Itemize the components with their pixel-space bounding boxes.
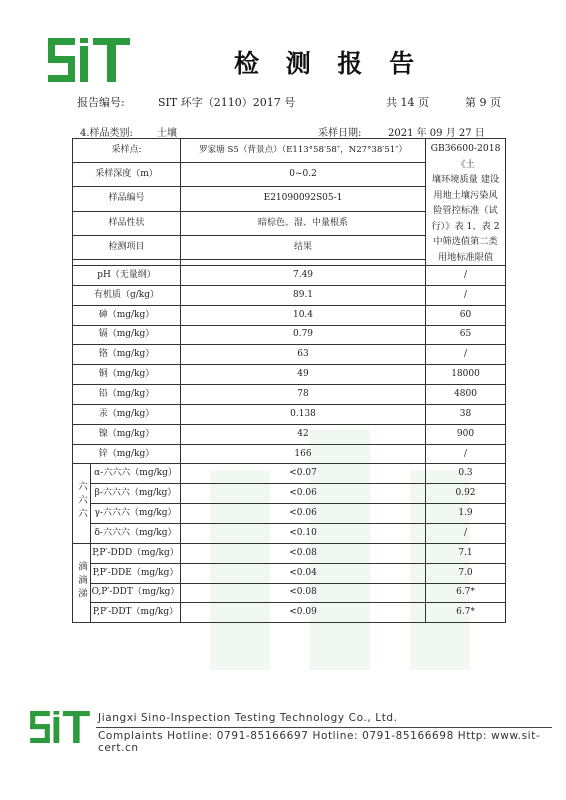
table-row [73,444,506,464]
test-item-header: 检测项目 [73,235,181,259]
table-row [73,583,506,603]
item-limit: 4800 [426,385,506,405]
item-result: 49 [181,365,426,385]
item-result: 10.4 [181,305,426,325]
item-name: 铜（mg/kg） [73,365,181,385]
item-result: 89.1 [181,285,426,305]
item-result: 7.49 [181,266,426,286]
table-row [73,563,506,583]
footer-company: Jiangxi Sino-Inspection Testing Technology Co., Ltd. [98,712,398,724]
item-name: O,P′-DDT（mg/kg） [91,583,181,603]
table-row [73,266,506,286]
item-name: 汞（mg/kg） [73,404,181,424]
item-name: 镍（mg/kg） [73,424,181,444]
item-name: pH（无量纲） [73,266,181,286]
item-limit: 6.7* [426,603,506,623]
item-name: β-六六六（mg/kg） [91,484,181,504]
table-row [73,139,506,163]
item-name: 有机质（g/kg） [73,285,181,305]
footer-sit-logo [30,711,90,743]
item-limit: / [426,444,506,464]
results-table [72,138,506,623]
sample-type-label: 4.样品类别: [80,128,133,139]
item-name: 锌（mg/kg） [73,444,181,464]
sit-logo [48,38,130,82]
item-name: 铅（mg/kg） [73,385,181,405]
table-row [73,484,506,504]
table-row [73,365,506,385]
footer-contact: Complaints Hotline: 0791-85166697 Hotline: 0791-85166698 Http: www.sit-cert.cn [98,730,541,754]
depth-label: 采样深度（m） [73,163,181,187]
sample-property-value: 暗棕色、湿、中量根系 [181,211,426,235]
item-limit: 0.92 [426,484,506,504]
item-limit: 1.9 [426,504,506,524]
sampling-point-label: 采样点: [73,139,181,163]
table-row [73,543,506,563]
limit-standard-header: GB36600-2018《土 壤环境质量 建设 用地土壤污染风 险管控标准（试 行）》表 1、表 2 中筛选值第二类 用地标准限值 [426,139,506,266]
item-name: 铬（mg/kg） [73,345,181,365]
item-name: 镉（mg/kg） [73,325,181,345]
sampling-point-value: 罗家塘 S5（背景点）（E113°58′58″，N27°38′51″） [181,139,426,163]
item-limit: 18000 [426,365,506,385]
page-current: 第 9 页 [465,96,501,109]
item-name: P,P′-DDD（mg/kg） [91,543,181,563]
item-result: <0.04 [181,563,426,583]
sample-type: 土壤 [157,128,177,139]
item-result: <0.08 [181,583,426,603]
item-limit: 7.0 [426,563,506,583]
item-result: 0.138 [181,404,426,424]
table-row [73,305,506,325]
table-row [73,385,506,405]
ddt-group-label: 滴滴涕 [73,543,91,622]
item-name: α-六六六（mg/kg） [91,464,181,484]
item-limit: 6.7* [426,583,506,603]
item-limit: 900 [426,424,506,444]
report-no-label: 报告编号: [77,96,125,109]
table-row [73,404,506,424]
depth-value: 0~0.2 [181,163,426,187]
sample-no-value: E21090092S05-1 [181,187,426,211]
item-result: <0.07 [181,464,426,484]
item-result: 42 [181,424,426,444]
item-name: 砷（mg/kg） [73,305,181,325]
table-row [73,285,506,305]
item-result: 78 [181,385,426,405]
item-limit: / [426,266,506,286]
item-limit: / [426,523,506,543]
hch-group-label: 六六六 [73,464,91,543]
item-result: <0.06 [181,484,426,504]
report-title: 检 测 报 告 [234,49,424,78]
table-row [73,464,506,484]
sample-property-label: 样品性状 [73,211,181,235]
item-limit: / [426,285,506,305]
item-limit: 0.3 [426,464,506,484]
item-result: <0.09 [181,603,426,623]
item-limit: 60 [426,305,506,325]
item-name: γ-六六六（mg/kg） [91,504,181,524]
item-limit: / [426,345,506,365]
table-row [73,523,506,543]
result-header: 结果 [181,235,426,259]
table-row [73,603,506,623]
sample-no-label: 样品编号 [73,187,181,211]
item-name: δ-六六六（mg/kg） [91,523,181,543]
table-row [73,424,506,444]
item-result: 63 [181,345,426,365]
item-result: 166 [181,444,426,464]
table-row [73,504,506,524]
item-name: P,P′-DDE（mg/kg） [91,563,181,583]
table-row [73,325,506,345]
sampling-date: 2021 年 09 月 27 日 [388,128,485,139]
item-limit: 38 [426,404,506,424]
item-limit: 7.1 [426,543,506,563]
item-limit: 65 [426,325,506,345]
sampling-date-label: 采样日期: [318,128,362,139]
table-row [73,345,506,365]
item-result: <0.06 [181,504,426,524]
pages-total: 共 14 页 [386,96,429,109]
footer-divider [96,727,552,728]
item-result: <0.08 [181,543,426,563]
report-no: SIT 环字（2110）2017 号 [158,96,296,109]
item-name: P,P′-DDT（mg/kg） [91,603,181,623]
item-result: 0.79 [181,325,426,345]
item-result: <0.10 [181,523,426,543]
